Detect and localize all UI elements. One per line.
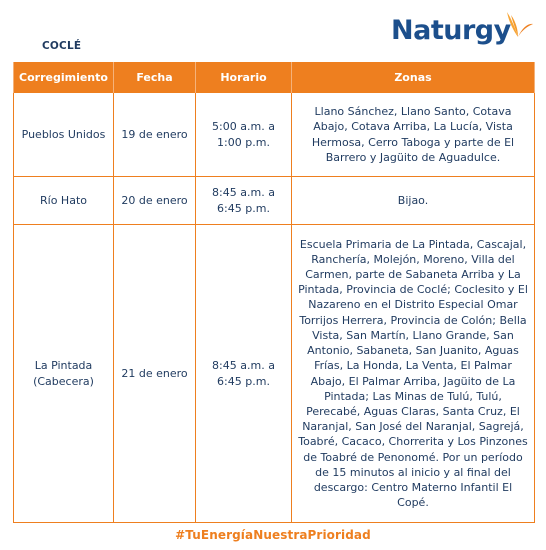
header-fecha: Fecha bbox=[114, 62, 196, 93]
cell-fecha: 19 de enero bbox=[114, 93, 196, 177]
table-row bbox=[14, 177, 535, 225]
header-corregimiento: Corregimiento bbox=[14, 62, 114, 93]
cell-horario: 8:45 a.m. a 6:45 p.m. bbox=[196, 177, 292, 225]
cell-corregimiento: La Pintada (Cabecera) bbox=[14, 225, 114, 523]
cell-horario: 5:00 a.m. a 1:00 p.m. bbox=[196, 93, 292, 177]
header-horario: Horario bbox=[196, 62, 292, 93]
brand-name: Naturgy bbox=[391, 15, 511, 46]
region-title: COCLÉ bbox=[42, 40, 82, 52]
naturgy-logo bbox=[391, 10, 541, 56]
header-zonas: Zonas bbox=[292, 62, 535, 93]
cell-zonas: Bijao. bbox=[292, 177, 535, 225]
cell-zonas: Llano Sánchez, Llano Santo, Cotava Abajo, Cotava Arriba, La Lucía, Vista Hermosa, Cerro Taboga y parte de El Barrero y Jagüito de Aguadulce. bbox=[292, 93, 535, 177]
table-header-row bbox=[14, 62, 535, 93]
outage-schedule-table bbox=[13, 62, 535, 523]
cell-corregimiento: Pueblos Unidos bbox=[14, 93, 114, 177]
cell-horario: 8:45 a.m. a 6:45 p.m. bbox=[196, 225, 292, 523]
naturgy-butterfly-logo-icon bbox=[504, 10, 534, 40]
cell-fecha: 21 de enero bbox=[114, 225, 196, 523]
cell-zonas: Escuela Primaria de La Pintada, Cascajal, Ranchería, Molejón, Moreno, Villa del Carmen, parte de Sabaneta Arriba y La Pintada, Provincia de Coclé; Coclesito y El Nazareno en el Distrito Especial Omar Torrijos Herrera, Provincia de Colón; Bella Vista, San Martín, Llano Grande, San Antonio, Sabaneta, San Juanito, Aguas Frías, La Honda, La Venta, El Palmar Abajo, El Palmar Arriba, Jagüito de La Pintada; Las Minas de Tulú, Tulú, Perecabé, Aguas Claras, Santa Cruz, El Naranjal, San José del Naranjal, Sagrejá, Toabré, Cacaco, Chorrerita y Los Pinzones de Toabré de Penonomé. Por un período de 15 minutos al inicio y al final del descargo: Centro Materno Infantil El Copé. bbox=[292, 225, 535, 523]
cell-corregimiento: Río Hato bbox=[14, 177, 114, 225]
table-row bbox=[14, 93, 535, 177]
footer-hashtag: #TuEnergíaNuestraPrioridad bbox=[175, 528, 371, 542]
cell-fecha: 20 de enero bbox=[114, 177, 196, 225]
table-row bbox=[14, 225, 535, 523]
